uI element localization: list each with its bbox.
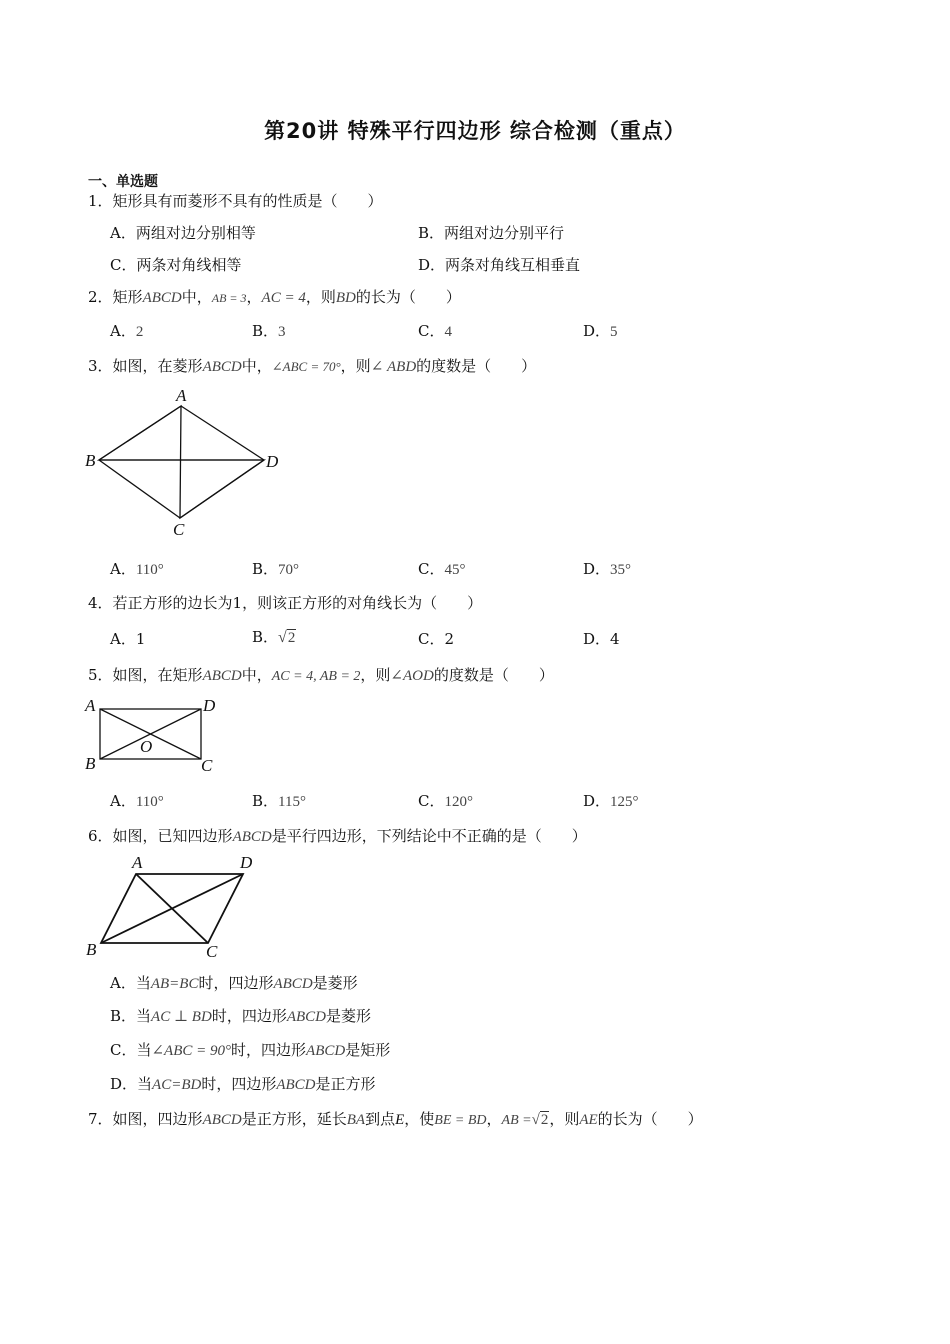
math-expression: E [395, 1112, 405, 1128]
vertex-label-c: C [201, 756, 213, 775]
option-d [583, 558, 631, 579]
option-c: C．两条对角线相等 [110, 256, 242, 274]
vertex-label-a: A [132, 853, 143, 872]
math-expression: ∠ABC = 70° [271, 359, 341, 374]
option-label: A． [110, 560, 136, 578]
math-expression: ∠ ABD [370, 359, 417, 375]
option-b [110, 1005, 371, 1026]
vertex-label-c: C [206, 942, 218, 961]
option-text: 是菱形 [326, 1007, 372, 1025]
math-expression: AB = 3 [211, 291, 247, 305]
section-heading: 一、单选题 [88, 174, 158, 190]
option-label: A． [110, 322, 136, 340]
option-d: D．4 [583, 630, 620, 648]
option-value: 4 [444, 324, 452, 340]
math-expression: ∠ABC = 90° [151, 1043, 232, 1059]
question-6 [88, 825, 587, 846]
question-number: 4． [88, 594, 113, 612]
center-label-o: O [140, 737, 153, 756]
math-expression: ABCD [202, 1112, 242, 1128]
option-c [418, 790, 473, 811]
question-text: 矩形 [112, 288, 143, 306]
option-text: 时，四边形 [231, 1041, 307, 1059]
option-a [110, 790, 164, 811]
option-label: D． [583, 792, 611, 810]
option-text: 是矩形 [345, 1041, 391, 1059]
math-expression: AC=BD [152, 1077, 202, 1093]
rectangle-figure [80, 692, 230, 776]
option-a [110, 320, 143, 341]
question-2 [88, 286, 461, 307]
math-expression: ABCD [142, 290, 182, 306]
option-value: 115° [278, 794, 306, 810]
question-text: 是正方形，延长 [241, 1110, 347, 1128]
math-expression: AE [579, 1112, 598, 1128]
figure-outline [99, 406, 264, 518]
math-expression: AC ⊥ BD [151, 1009, 212, 1025]
math-expression: AC = 4, AB = 2 [271, 669, 361, 684]
option-d [583, 320, 618, 341]
vertex-label-a: A [176, 386, 187, 405]
question-text: ， [486, 1110, 502, 1128]
vertex-label-b: B [86, 940, 97, 959]
math-expression: 2 [540, 1112, 549, 1128]
option-value: 2 [287, 630, 296, 646]
option-value: 120° [444, 794, 473, 810]
option-d: D．两条对角线互相垂直 [418, 256, 581, 274]
option-b [252, 320, 286, 341]
vertex-label-b: B [85, 451, 96, 470]
math-expression: ABCD [202, 359, 242, 375]
option-b: B．两组对边分别平行 [418, 224, 565, 242]
option-text: 时，四边形 [201, 1075, 277, 1093]
option-label: D． [583, 560, 611, 578]
vertex-label-d: D [203, 696, 216, 715]
vertex-label-b: B [85, 754, 96, 773]
question-text: ， [246, 288, 262, 306]
question-text: 是平行四边形，下列结论中不正确的是（ ） [271, 827, 587, 845]
question-number: 1． [88, 192, 113, 210]
option-label: A． [110, 792, 136, 810]
vertex-label-d: D [240, 853, 253, 872]
math-expression: ABCD [202, 668, 242, 684]
math-expression: BA [346, 1112, 366, 1128]
question-text: 到点 [365, 1110, 396, 1128]
option-label: A．当 [110, 974, 151, 992]
option-text: 是正方形 [315, 1075, 376, 1093]
option-label: C．当 [110, 1041, 152, 1059]
option-c [418, 320, 452, 341]
question-text: 中， [241, 357, 272, 375]
option-text: 时，四边形 [198, 974, 274, 992]
question-number: 3． [88, 357, 113, 375]
math-expression: ABCD [286, 1009, 326, 1025]
option-label: B． [252, 792, 279, 810]
question-text: 如图，已知四边形 [112, 827, 233, 845]
option-a [110, 558, 164, 579]
option-text: 是菱形 [312, 974, 358, 992]
question-text: 的度数是（ ） [433, 666, 554, 684]
question-1 [88, 190, 383, 211]
question-text: ，则 [360, 666, 391, 684]
option-a [110, 972, 358, 993]
question-number: 7． [88, 1110, 113, 1128]
math-expression: ABCD [276, 1077, 316, 1093]
option-value: 5 [610, 324, 618, 340]
option-a: A．两组对边分别相等 [110, 224, 256, 242]
question-4 [88, 592, 482, 613]
option-label: C． [418, 560, 445, 578]
option-value: 35° [610, 562, 632, 578]
option-b [252, 790, 306, 811]
rhombus-figure [80, 384, 290, 542]
question-5 [88, 664, 554, 685]
option-value: 45° [444, 562, 466, 578]
question-text: 矩形具有而菱形不具有的性质是（ ） [112, 192, 383, 210]
vertex-label-c: C [173, 520, 185, 539]
option-value: 3 [278, 324, 286, 340]
math-expression: AC = 4 [261, 290, 306, 306]
math-expression: BE = BD [434, 1113, 487, 1128]
option-d [583, 790, 639, 811]
option-value: 110° [135, 562, 164, 578]
math-expression: ABCD [232, 829, 272, 845]
question-text: 的长为（ ） [597, 1110, 703, 1128]
option-label: D． [583, 322, 611, 340]
option-label: B．当 [110, 1007, 152, 1025]
option-label: C． [418, 322, 445, 340]
diagonal-bd [101, 874, 243, 943]
option-b [252, 558, 299, 579]
question-text: 如图，四边形 [112, 1110, 203, 1128]
page-title: 第20讲 特殊平行四边形 综合检测（重点） [264, 119, 686, 143]
math-expression: ABCD [306, 1043, 346, 1059]
parallelogram-figure [80, 852, 270, 962]
question-text: ，使 [404, 1110, 435, 1128]
option-value: 2 [135, 324, 144, 340]
question-text: ，则 [549, 1110, 580, 1128]
question-text: 的度数是（ ） [416, 357, 537, 375]
question-text: ，则 [305, 288, 336, 306]
question-text: ，则 [340, 357, 371, 375]
question-text: 中， [181, 288, 212, 306]
option-label: C． [418, 792, 445, 810]
option-text: 时，四边形 [211, 1007, 287, 1025]
vertex-label-d: D [266, 452, 279, 471]
question-7: 7．如图，四边形ABCD是正方形，延长BA到点E，使BE = BD，AB =√2，则AE的长为（ ） [88, 1110, 703, 1128]
math-expression: AB = [501, 1113, 532, 1128]
math-expression: ABCD [273, 976, 313, 992]
option-value: 70° [278, 562, 300, 578]
question-3 [88, 355, 536, 376]
question-text: 如图，在菱形 [112, 357, 203, 375]
vertex-label-a: A [85, 696, 96, 715]
question-text: 若正方形的边长为1，则该正方形的对角线长为（ ） [112, 594, 483, 612]
question-number: 5． [88, 666, 113, 684]
math-expression: ∠AOD [390, 668, 434, 684]
option-d [110, 1073, 376, 1094]
option-c [418, 558, 465, 579]
question-text: 如图，在矩形 [112, 666, 203, 684]
option-b: B．√2 [252, 628, 296, 646]
option-value: 110° [135, 794, 164, 810]
option-c: C．2 [418, 630, 455, 648]
option-a: A．1 [110, 630, 146, 648]
question-text: 中， [241, 666, 272, 684]
math-expression: AB=BC [150, 976, 199, 992]
question-number: 2． [88, 288, 113, 306]
option-c [110, 1039, 390, 1060]
option-value: 125° [610, 794, 639, 810]
option-label: B． [252, 560, 279, 578]
math-expression: BD [335, 290, 356, 306]
option-label: B． [252, 628, 279, 646]
question-number: 6． [88, 827, 113, 845]
question-text: 的长为（ ） [355, 288, 461, 306]
option-label: B． [252, 322, 279, 340]
option-label: D．当 [110, 1075, 153, 1093]
